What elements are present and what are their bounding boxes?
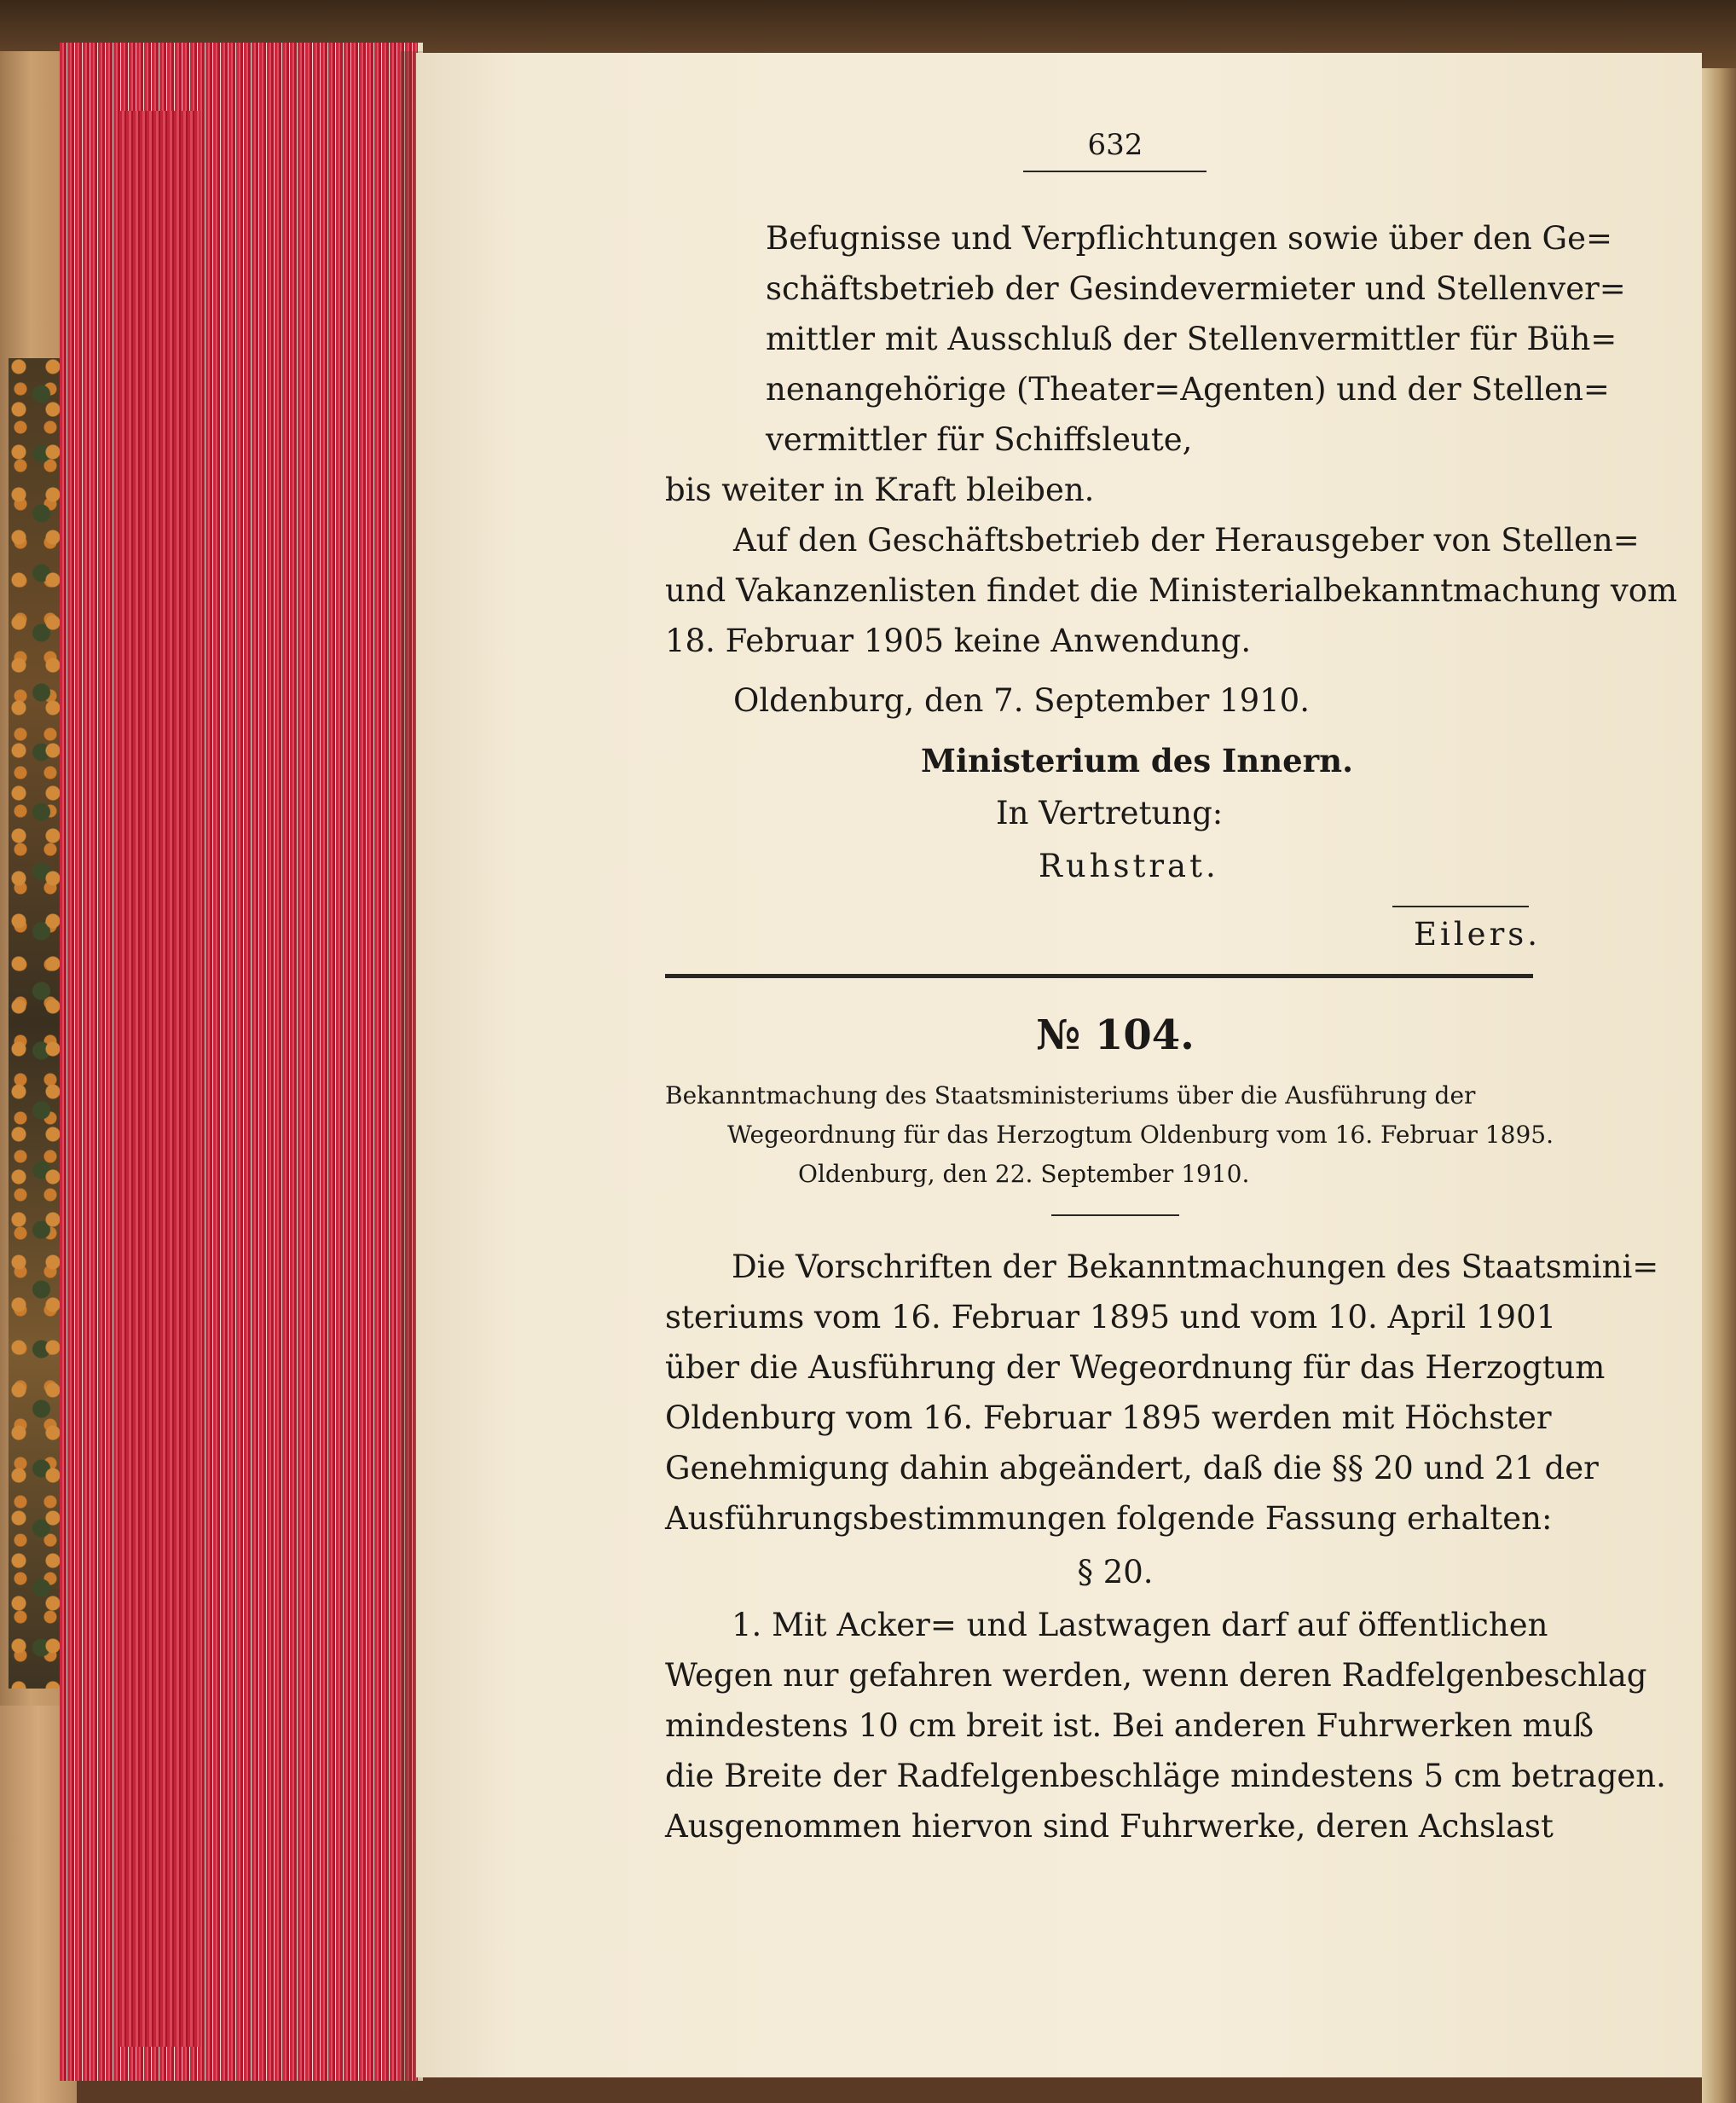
text-line: über die Ausführung der Wegeordnung für das Herzogtum (665, 1349, 1606, 1386)
deputy-line: In Vertretung: (996, 795, 1224, 831)
text-line: Genehmigung dahin abgeändert, daß die §§ 20 und 21 der (665, 1450, 1599, 1486)
cosigner-name: Eilers. (1414, 916, 1542, 953)
text-line: und Vakanzenlisten findet die Ministerialbekanntmachung vom (665, 572, 1678, 609)
signatory-name: Ruhstrat. (1039, 848, 1219, 884)
book-page (416, 53, 1702, 2077)
notice-date-line: Oldenburg, den 22. September 1910. (798, 1160, 1250, 1188)
text-line: steriums vom 16. Februar 1895 und vom 10. April 1901 (665, 1299, 1557, 1335)
notice-heading-line: Bekanntmachung des Staatsministeriums über die Ausführung der (665, 1081, 1476, 1109)
text-line: Wegen nur gefahren werden, wenn deren Radfelgenbeschlag (665, 1657, 1647, 1694)
text-line: Oldenburg vom 16. Februar 1895 werden mit Höchster (665, 1399, 1552, 1436)
text-line: Ausführungsbestimmungen folgende Fassung erhalten: (665, 1500, 1553, 1537)
text-line: mittler mit Ausschluß der Stellenvermittler für Büh= (766, 321, 1617, 357)
text-line: 1. Mit Acker= und Lastwagen darf auf öffentlichen (732, 1607, 1548, 1643)
text-line: Die Vorschriften der Bekanntmachungen des Staatsmini= (732, 1248, 1659, 1285)
text-line: nenangehörige (Theater=Agenten) und der Stellen= (766, 371, 1610, 408)
red-page-edges (60, 43, 423, 2081)
notice-heading-line: Wegeordnung für das Herzogtum Oldenburg vom 16. Februar 1895. (727, 1121, 1554, 1149)
text-line: bis weiter in Kraft bleiben. (665, 472, 1095, 508)
section-divider (665, 974, 1533, 978)
opposite-page-edge (1702, 68, 1736, 2103)
notice-number: № 104. (1036, 1011, 1195, 1059)
text-line: Ausgenommen hiervon sind Fuhrwerke, deren Achslast (665, 1808, 1554, 1845)
text-line: schäftsbetrieb der Gesindevermieter und Stellenver= (766, 270, 1626, 307)
text-line: 18. Februar 1905 keine Anwendung. (665, 623, 1252, 659)
heading-rule (1051, 1214, 1179, 1216)
page-number: 632 (1087, 128, 1143, 162)
text-line: die Breite der Radfelgenbeschläge mindestens 5 cm betragen. (665, 1758, 1666, 1794)
page-number-rule (1023, 171, 1207, 172)
ministry-signature: Ministerium des Innern. (921, 742, 1353, 779)
section-heading: § 20. (1077, 1554, 1154, 1590)
date-line: Oldenburg, den 7. September 1910. (733, 682, 1310, 719)
text-line: vermittler für Schiffsleute, (766, 421, 1193, 458)
text-line: Befugnisse und Verpflichtungen sowie über den Ge= (766, 220, 1612, 257)
signature-rule (1392, 906, 1529, 907)
text-line: Auf den Geschäftsbetrieb der Herausgeber von Stellen= (733, 522, 1640, 559)
text-line: mindestens 10 cm breit ist. Bei anderen Fuhrwerken muß (665, 1707, 1594, 1744)
